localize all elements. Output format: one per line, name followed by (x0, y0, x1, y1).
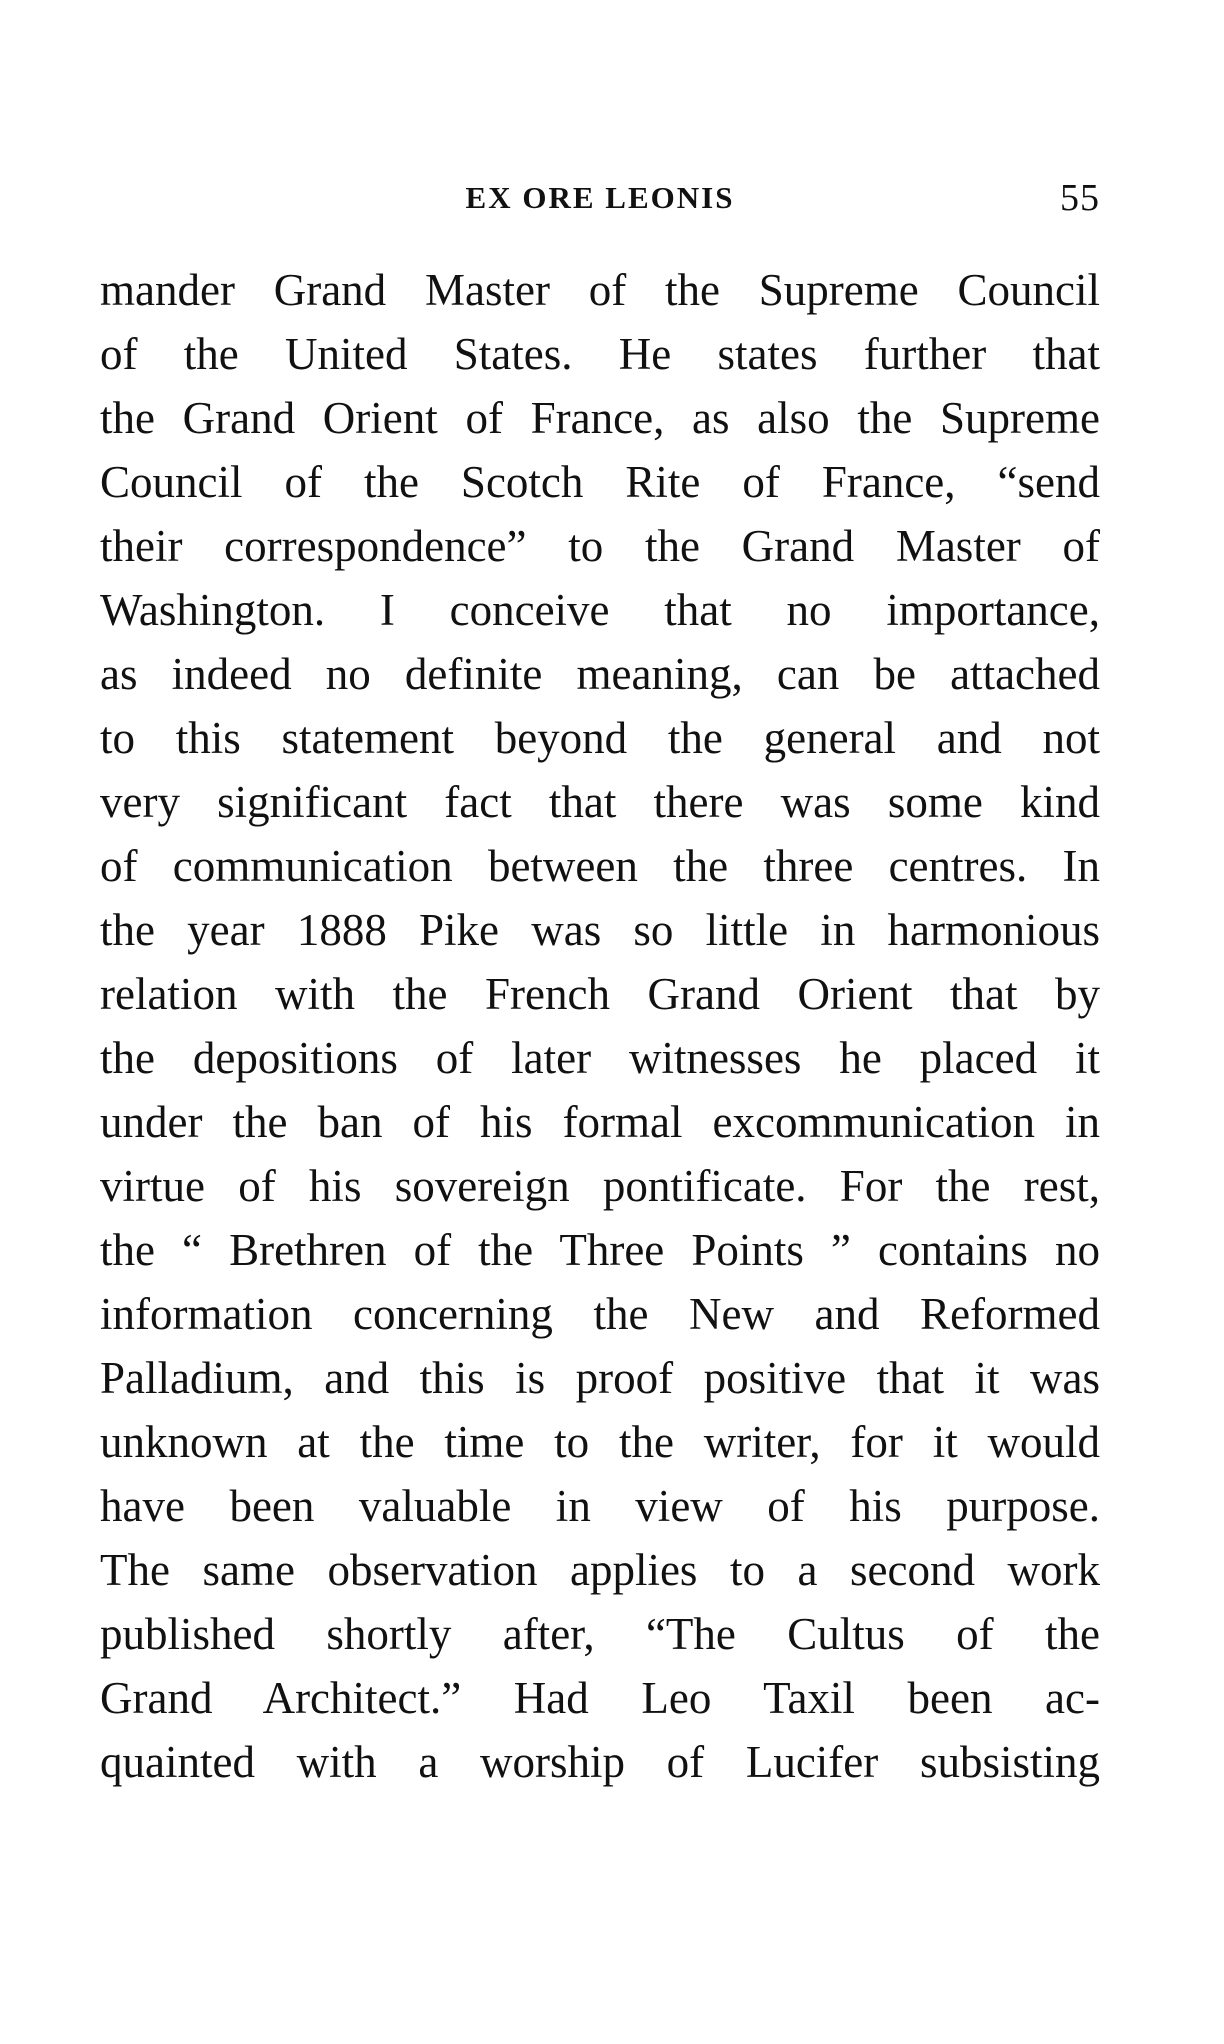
text-line: the Grand Orient of France, as also the Supreme (100, 393, 1100, 443)
page-header (100, 178, 1100, 228)
text-line: of communication between the three centres. In (100, 841, 1100, 891)
text-line: their correspondence” to the Grand Master of (100, 521, 1100, 571)
text-line: to this statement beyond the general and not (100, 713, 1100, 763)
text-line: published shortly after, “The Cultus of the (100, 1609, 1100, 1659)
body-text (100, 258, 1100, 1794)
text-line: relation with the French Grand Orient that by (100, 969, 1100, 1019)
text-line: the year 1888 Pike was so little in harmonious (100, 905, 1100, 955)
text-line: Palladium, and this is proof positive that it was (100, 1353, 1100, 1403)
text-line: The same observation applies to a second work (100, 1545, 1100, 1595)
text-line: Grand Architect.” Had Leo Taxil been ac- (100, 1673, 1100, 1723)
text-line: as indeed no definite meaning, can be attached (100, 649, 1100, 699)
text-line: information concerning the New and Reformed (100, 1289, 1100, 1339)
running-head: EX ORE LEONIS (465, 180, 735, 215)
text-line: the “ Brethren of the Three Points ” contains no (100, 1225, 1100, 1275)
text-line: Council of the Scotch Rite of France, “send (100, 457, 1100, 507)
text-line: the depositions of later witnesses he placed it (100, 1033, 1100, 1083)
page-number: 55 (1060, 177, 1100, 219)
text-line: very significant fact that there was some kind (100, 777, 1100, 827)
text-line: unknown at the time to the writer, for it would (100, 1417, 1100, 1467)
text-line: mander Grand Master of the Supreme Council (100, 265, 1100, 315)
text-line: virtue of his sovereign pontificate. For the rest, (100, 1161, 1100, 1211)
text-line: have been valuable in view of his purpose. (100, 1481, 1100, 1531)
text-line: of the United States. He states further that (100, 329, 1100, 379)
text-line: under the ban of his formal excommunication in (100, 1097, 1100, 1147)
text-line: quainted with a worship of Lucifer subsisting (100, 1737, 1100, 1787)
text-line: Washington. I conceive that no importance, (100, 585, 1100, 635)
